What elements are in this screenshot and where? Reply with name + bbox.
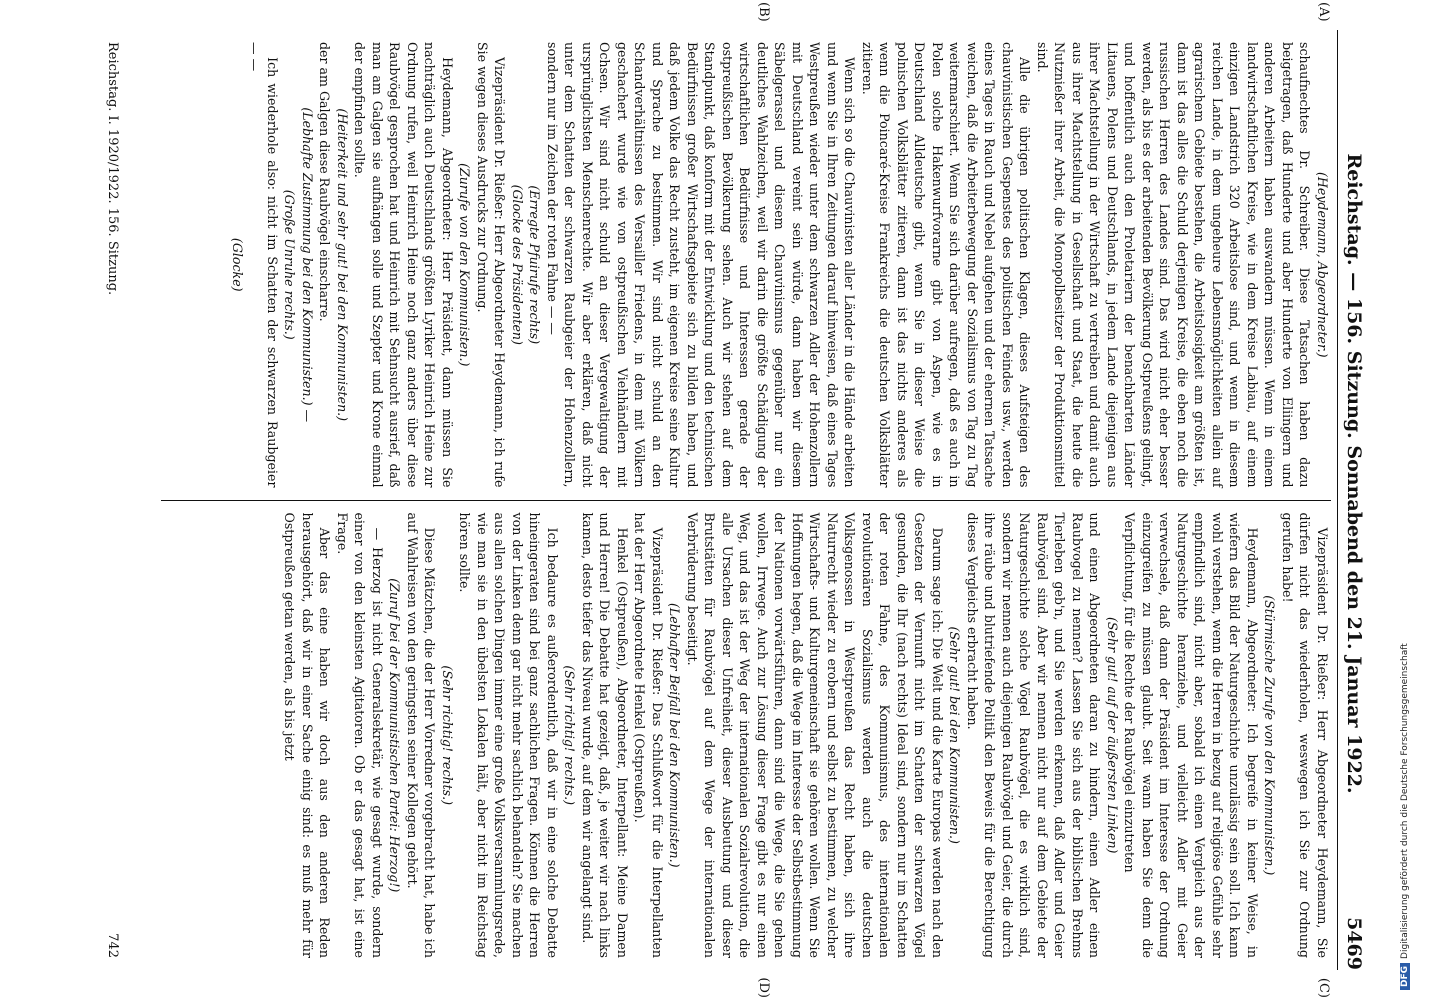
page-number-top: 5469 [1343, 917, 1365, 970]
paragraph: (Heydemann, Abgeordneter.) [1315, 171, 1330, 358]
interjection: (Große Unruhe rechts.) [282, 189, 298, 340]
page-footer [105, 42, 120, 958]
paragraph: Diese Mätzchen, die der Herr Vorredner vorgebracht hat, habe ich auf Wahlreisen von den geringsten seiner Kollegen gehört. [405, 512, 438, 958]
page-header [1337, 30, 1365, 970]
paragraph: und einen Abgeordneten daran zu hindern, einen Adler einen Raubvogel zu nennen? Lassen Sie sich aus der biblischen Brehms Tierleben geb'n, und Sie werden erkennen, daß Adler und Geier Raubvögel sind. Aber wir nennen nicht nur auf dem Gebiete der Naturgeschichte solche Vögel Raubvögel, die es wirklich sind, sondern wir nennen auch diejenigen Raubvögel und Geier, die durch ihre räube und blutriefende Politik den Beweis für die Berechtigung dieses Vergleichs erbracht haben. [965, 512, 1103, 958]
document-page [85, 0, 1375, 1000]
right-column [161, 501, 1331, 971]
interjection: (Erregte Pfuirufe rechts) [527, 185, 543, 345]
speaker-paragraph: Heydemann, Abgeordneter: Ich begreife in keiner Weise, in wiefern das Bild der Naturgeschichte unzulässig sein soll. Ich kann wohl verstehen, wenn die Herren in bezug auf religiöse Gefühle sehr empfindlich sind, nicht aber, sobald ich einen Vergleich aus der Naturgeschichte heranziehe, und vielleicht Adler mit Geier verwechsele, daß dann der Präsident im Interesse der Ordnung einzugreifen zu müssen glaubt. Seit wann haben Sie denn die Verpflichtung, für die Rechte der Raubvögel einzutreten [1122, 512, 1260, 958]
interjection: (Sehr gut! bei den Kommunisten.) [947, 626, 963, 844]
text-columns [161, 2, 1331, 998]
credit-text: Digitalisierung gefördert durch die Deutsche Forschungsgemeinschaft [1400, 643, 1410, 959]
footer-source: Reichstag. I. 1920/1922. 156. Sitzung. [105, 42, 120, 296]
margin-label-c: (C) [1316, 977, 1331, 998]
running-title: Reichstag. — 156. Sitzung. Sonnabend den 21. Januar 1922. [1343, 153, 1365, 794]
paragraph: Ich bedaure es außerordentlich, daß wir in eine solche Debatte hineingeraten sind bei ganz sachlichen Fragen. Können die Herren von der Linken denn gar nicht mehr sachlich behandeln? Sie machen aus allen solchen Dingen immer eine große Volksversammlungsrede, wie man sie in den übelsten Lokalen hält, aber nicht im Reichstag hören sollte. [457, 512, 560, 958]
paragraph: Darum sage ich: Die Welt und die Karte Europas werden nach den Gesetzen der Vernunft nicht im Schatten der schwarzen Vögel gesunden, die Ihr (nach rechts) Ideal sind, sondern nur im Schatten der roten Fahne, des Kommunismus, des internationalen revolutionären Sozialismus werden auch die deutschen Volksgenossen in Westpreußen das Recht haben, sich ihre Naturrecht wieder zu erobern und selbst zu bestimmen, zu welcher Wirtschafts- und Kulturgemeinschaft sie gehören wollen. Wenn Sie Hoffnungen hegen, daß die Wege im Interesse der Selbstbestimmung der Nationen vorwärtsführen, dann sind die Wege, die Sie gehen wollen, Irrwege. Auch zur Lösung dieser Frage gibt es nur einen Weg, und das ist der Weg der internationalen Sozialrevolution, die alle Ursachen dieser Unfreiheit, dieser Ausbeutung und dieser Brutstätten für Raubvögel auf dem Wege der internationalen Verbrüderung beseitigt. [685, 512, 945, 958]
margin-label-b: (B) [756, 2, 771, 22]
margin-label-a: (A) [1316, 2, 1331, 22]
interjection: (Sehr richtig! rechts.) [440, 665, 455, 806]
interjection: (Zuruf bei der Kommunistischen Partei: Herzog!) [387, 578, 403, 893]
paragraph: Wenn sich so die Chauvinisten aller Länder in die Hände arbeiten und wenn Sie in Ihren Zeitungen darauf hinweisen, daß eines Tages Westpreußen wieder unter dem schwarzen Adler der Hohenzollern mit Deutschland vereint sein würde, dann haben wir diesem Säbelgerassel und diesem Chauvinismus gegenüber nur ein deutliches Wahlzeichen, weil wir darin die größte Schädigung der wirtschaftlichen Bedürfnisse und Interessen gerade der ostpreußischen Bevölkerung sehen. Auch wir stehen auf dem Standpunkt, daß konform mit der Entwicklung und den technischen Bedürfnissen großer Wirtschaftsgebiete sich zu bilden haben, und daß jedem Volke das Recht zusteht, im eigenen Kreise seine Kultur und Sprache zu bestimmen. Wir sind nicht schuld an den Schandverhältnissen des Versailler Friedens, in dem mit Völkern geschachert wurde wie von ostpreußischen Viehhändlern mit Ochsen. Wir sind nicht schuld an dieser Vergewaltigung der ursprünglichsten Menschenrechte. Wir aber erklären, daß nicht unter dem Schatten der schwarzen Raubgeier der Hohenzollern, sondern nur im Zeichen der roten Fahne — — [545, 42, 858, 488]
interjection: (Sehr gut! auf der äußersten Linken) [1105, 617, 1120, 854]
paragraph: schaufnechtes Dr. Schreiber. Diese Tatsachen haben dazu beigetragen, daß Hunderte und aber Hunderte von Eliingern und anderen Arbeitern haben auswandern müssen. Wenn in einem landwirtschaftlichen Kreise, wie in dem Kreise Labiau, auf einem einzigen Landstrich 320 Arbeitslose sind, und wenn in diesem reichen Lande, in dem ungeheure Lebensmöglichkeiten allein auf agrarischem Gebiete bestehen, die Arbeitslosigkeit am größten ist, dann ist das alles die Schuld derjenigen Kreise, die eben noch die russischen Herren des Landes sind. Das wird nicht eher besser werden, als bis es der arbeitenden Bevölkerung Ostpreußens gelingt, und hoffentlich auch den Proletariern der benachbarten Länder Litauens, Polens und Deutschlands, in jedem Lande diejenigen aus ihrer Machtstellung in der Wirtschaft zu vertreiben und damit auch aus ihrer Machtstellung in Gesellschaft und Staat, die heute die Nutznießer ihrer Arbeit, die Monopolbesitzer der Produktionsmittel sind. [1035, 42, 1313, 488]
left-column [161, 30, 1331, 500]
paragraph: der am Galgen diese Raubvögel einscharre. [317, 42, 333, 322]
interjection: (Heiterkeit und sehr gut! bei den Kommunisten.) [335, 108, 350, 422]
interjection: (Lebhafte Zustimmung bei den Kommunisten.) — [300, 107, 315, 423]
paragraph: Ich wiederhole also: nicht im Schatten der schwarzen Raubgeier — — [247, 42, 280, 488]
paragraph: Aber das eine haben wir doch aus den anderen Reden herausgehört, daß wir in einer Sache einig sind: es muß mehr für Ostpreußen getan werden, als bis jetzt [282, 512, 333, 958]
speaker-paragraph: Henkel (Ostpreußen), Abgeordneter, Interpellant: Meine Damen und Herren! Die Debatte hat gezeigt, daß, je weiter wir nach links kamen, desto tiefer das Niveau wurde, auf dem wir angelangt sind. [580, 512, 630, 958]
interjection: (Stürmische Zurufe von den Kommunisten.) [1262, 595, 1278, 876]
interjection: (Lebhafter Beifall bei den Kommunisten.) [667, 602, 683, 868]
interjection: (Zurufe von den Kommunisten.) [457, 163, 473, 367]
speaker-paragraph: Vizepräsident Dr. Rießer: Das Schlußwort für die Interpellanten hat der Herr Abgeordnete Henkel (Ostpreußen). [632, 512, 665, 958]
interjection: (Glocke des Präsidenten) [510, 184, 525, 345]
speaker-paragraph: Heydemann, Abgeordneter: Herr Präsident, dann müssen Sie nachträglich auch Deutschlands größten Lyriker Heinrich Heine zur Ordnung rufen, weil Heinrich Heine noch ganz anders über diese Raubvögel gesprochen hat und Heinrich mit Sehnsucht ausrief, daß man am Galgen sie aufhängen solle und Szepter und Krone einmal der empfinden sollte. [352, 42, 455, 488]
digitization-credit [1400, 643, 1410, 990]
footer-page-number: 742 [105, 933, 120, 958]
interjection: (Sehr richtig! rechts.) [562, 665, 578, 806]
speaker-paragraph: Vizepräsident Dr. Rießer: Herr Abgeordneter Heydemann, ich rufe Sie wegen dieses Ausdrucks zur Ordnung. [475, 42, 508, 488]
margin-label-d: (D) [756, 977, 771, 998]
speaker-paragraph: Vizepräsident Dr. Rießer: Herr Abgeordneter Heydemann, Sie dürfen nicht das wiederholen, weswegen ich Sie zur Ordnung gerufen habe! [1280, 512, 1330, 958]
paragraph: — Herzog ist nicht Generalsekretär, wie gesagt wurde, sondern einer von den kleinsten Agitatoren. Ob er das gesagt hat, ist eine Frage. [335, 512, 385, 958]
dfg-logo: DFG [1400, 963, 1410, 990]
interjection: (Glocke) [230, 237, 245, 292]
paragraph: Alle die übrigen politischen Klagen, dieses Aufsteigen des chauvinistischen Gespenstes des politischen Feindes usw., werden eines Tages in Rauch und Nebel aufgehen und der ehernen Tatsache weichen, daß die Arbeiterbewegung der Sozialismus von Tag zu Tag weitermarschiert. Wenn Sie sich darüber aufregen, daß es auch in Polen solche Hakenwurfvorarne gibt von Aspen, wie es in Deutschland Alldeutsche gibt, wenn Sie in dieser Weise die polnischen Volksblätter zitieren, dann ist das nichts anderes als wenn die Poincaré-Kreise Frankreichs die deutschen Volksblätter zitieren. [860, 42, 1033, 488]
